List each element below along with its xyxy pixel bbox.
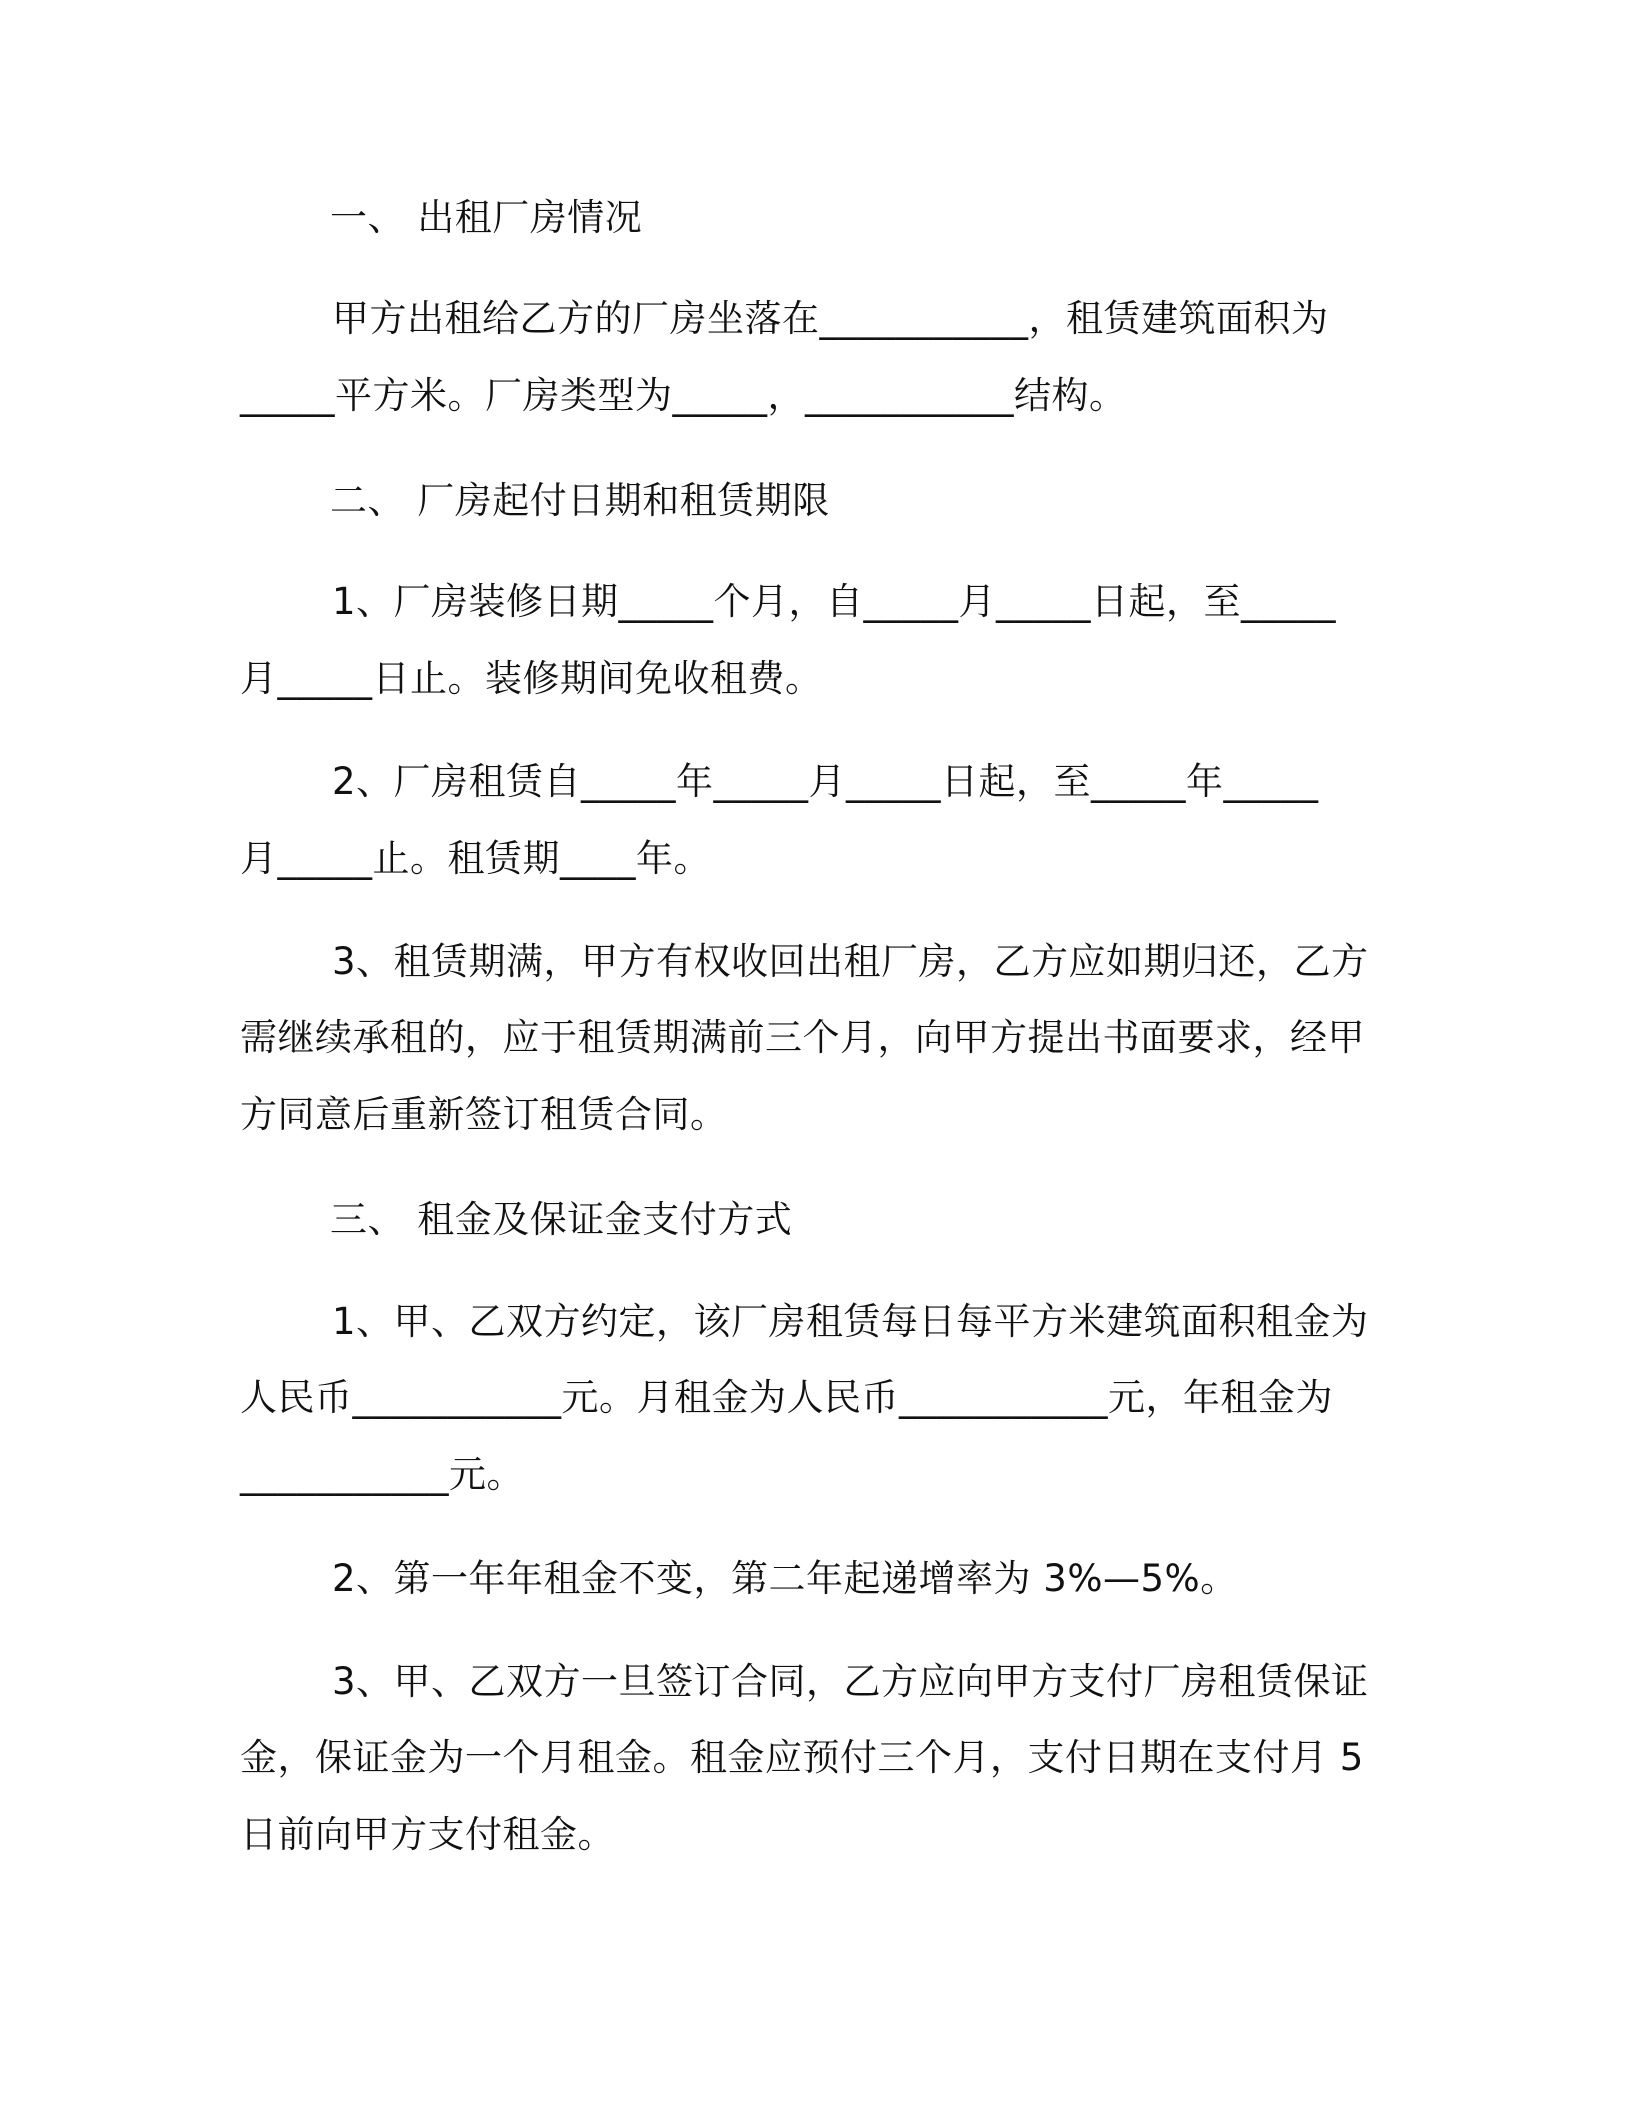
paragraph-line: 1、甲、乙双方约定，该厂房租赁每日每平方米建筑面积租金为 <box>332 1300 1369 1343</box>
paragraph-line: 日前向甲方支付租金。 <box>240 1813 615 1856</box>
paragraph-line: _____平方米。厂房类型为_____，___________结构。 <box>240 374 1127 417</box>
section-heading-3: 三、 租金及保证金支付方式 <box>330 1198 793 1241</box>
section-heading-2: 二、 厂房起付日期和租赁期限 <box>330 479 830 522</box>
paragraph-line: 月_____日止。装修期间免收租费。 <box>240 657 823 700</box>
paragraph-line: 人民币___________元。月租金为人民币___________元，年租金为 <box>240 1376 1333 1419</box>
paragraph-line: 3、租赁期满，甲方有权收回出租厂房，乙方应如期归还，乙方 <box>332 940 1369 983</box>
paragraph-line: 金，保证金为一个月租金。租金应预付三个月，支付日期在支付月 5 <box>240 1736 1364 1779</box>
paragraph-line: 甲方出租给乙方的厂房坐落在___________，租赁建筑面积为 <box>332 297 1329 340</box>
paragraph-line: 月_____止。租赁期____年。 <box>240 837 711 880</box>
paragraph-line: 3、甲、乙双方一旦签订合同，乙方应向甲方支付厂房租赁保证 <box>332 1660 1369 1703</box>
paragraph-line: 方同意后重新签订租赁合同。 <box>240 1093 728 1136</box>
paragraph-line: 需继续承租的，应于租赁期满前三个月，向甲方提出书面要求，经甲 <box>240 1016 1365 1059</box>
paragraph-line: ___________元。 <box>240 1453 524 1496</box>
paragraph-line: 2、厂房租赁自_____年_____月_____日起，至_____年_____ <box>332 760 1319 803</box>
paragraph-line: 1、厂房装修日期_____个月，自_____月_____日起，至_____ <box>332 580 1337 623</box>
paragraph-line: 2、第一年年租金不变，第二年起递增率为 3%—5%。 <box>332 1557 1238 1600</box>
section-heading-1: 一、 出租厂房情况 <box>330 196 643 239</box>
